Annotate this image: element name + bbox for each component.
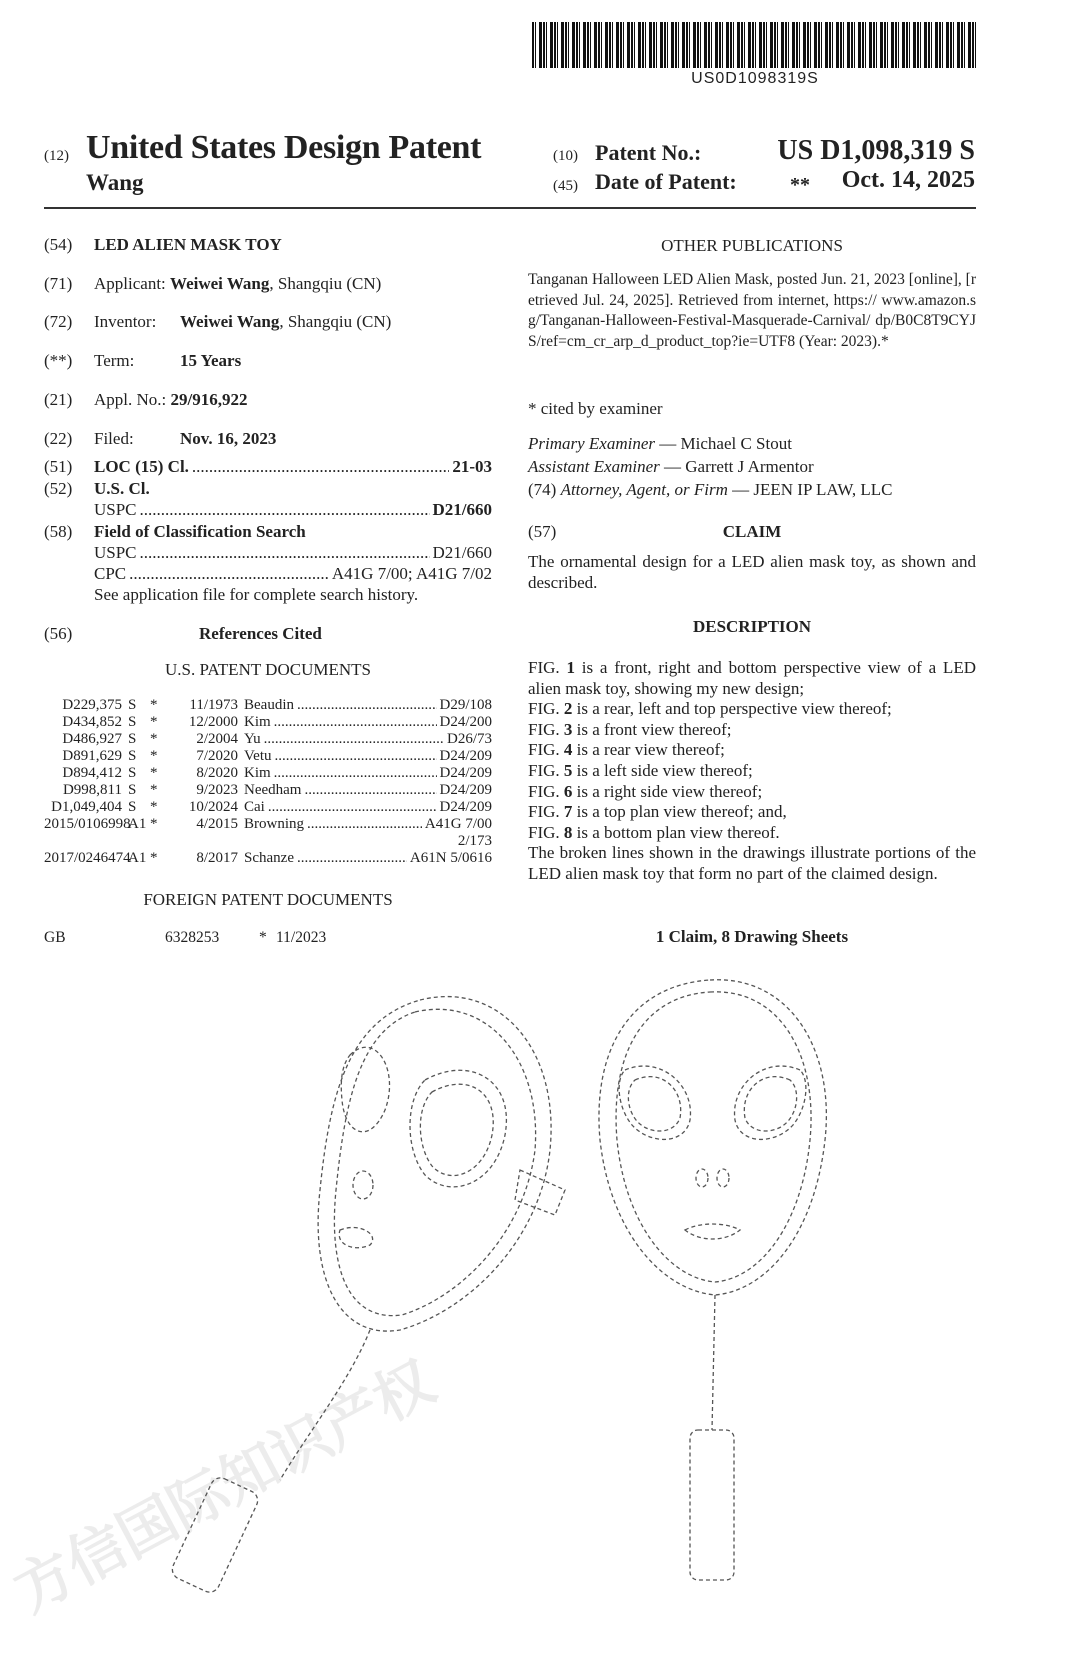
ref-date: 12/2000 bbox=[188, 714, 238, 730]
reference-row bbox=[44, 731, 492, 748]
claim-code: (57) bbox=[528, 522, 557, 541]
term-field: (**) Term: 15 Years bbox=[44, 351, 242, 370]
patent-no-label: Patent No.: bbox=[595, 140, 702, 165]
ref-star: * bbox=[150, 731, 158, 747]
ref-kind: A1 bbox=[128, 816, 147, 832]
ref-date: 11/1973 bbox=[189, 697, 238, 713]
ref-kind: A1 bbox=[128, 850, 147, 866]
other-publication-text: Tanganan Halloween LED Alien Mask, posted Jun. 21, 2023 [online], [retrieved Jul. 24, 2025]. Retrieved from internet, https:// www.amazon.sg/Tanganan-Halloween-Festival-Masquerade-Carnival/ dp/B0C8T9CYJS/ref=cm_cr_arp_d_product_top?ie=UTF8 (Year: 2023).* bbox=[528, 271, 976, 350]
reference-row bbox=[44, 697, 492, 714]
reference-row bbox=[44, 782, 492, 799]
barcode bbox=[532, 22, 978, 68]
alien-mask-drawing bbox=[170, 960, 890, 1660]
figure-description: FIG. 7 is a top plan view thereof; and, bbox=[528, 802, 787, 822]
code-45: (45) bbox=[553, 178, 578, 194]
mask-perspective-figure bbox=[170, 997, 565, 1596]
ref-class: D29/108 bbox=[439, 697, 492, 713]
ref-class-continued: 2/173 bbox=[457, 833, 492, 849]
ref-kind: S bbox=[128, 731, 137, 747]
reference-row bbox=[44, 748, 492, 765]
ref-kind: S bbox=[128, 714, 137, 730]
ref-class: A41G 7/00 bbox=[424, 816, 492, 832]
attorney: (74) Attorney, Agent, or Firm — JEEN IP LAW, LLC bbox=[528, 480, 893, 499]
claims-sheets-count: 1 Claim, 8 Drawing Sheets bbox=[655, 927, 849, 946]
description-heading: DESCRIPTION bbox=[692, 617, 812, 636]
ref-date: 9/2023 bbox=[196, 782, 238, 798]
foreign-ref-row: GB 6328253 * 11/2023 bbox=[44, 929, 327, 946]
ref-class: D26/73 bbox=[447, 731, 492, 747]
ref-class: D24/209 bbox=[439, 799, 492, 815]
ref-inventor: Schanze bbox=[244, 850, 294, 866]
ref-inventor: Kim bbox=[244, 714, 271, 730]
ref-inventor: Vetu bbox=[244, 748, 272, 764]
patent-date: Oct. 14, 2025 bbox=[841, 167, 975, 193]
barcode-number: US0D1098319S bbox=[691, 70, 819, 87]
ref-number: D1,049,404 bbox=[51, 799, 122, 815]
ref-class: D24/209 bbox=[439, 765, 492, 781]
watermark: 方信国际知识产权 bbox=[3, 1347, 446, 1626]
ref-date: 8/2020 bbox=[196, 765, 238, 781]
ref-class: A61N 5/0616 bbox=[409, 850, 492, 866]
ref-inventor: Browning bbox=[244, 816, 304, 832]
refs-heading: References Cited bbox=[199, 624, 322, 643]
ref-number: D434,852 bbox=[62, 714, 122, 730]
field-cpc: CPC ..... A41G 7/00; A41G 7/02 bbox=[94, 564, 492, 584]
ref-class: D24/209 bbox=[439, 782, 492, 798]
ref-number: D891,629 bbox=[62, 748, 122, 764]
date-stars: ** bbox=[790, 174, 810, 196]
ref-number: 2017/0246474 bbox=[44, 850, 131, 866]
figure-description: FIG. 8 is a bottom plan view thereof. bbox=[528, 822, 780, 842]
foreign-docs-heading: FOREIGN PATENT DOCUMENTS bbox=[143, 890, 393, 909]
ref-inventor: Yu bbox=[244, 731, 261, 747]
ref-kind: S bbox=[128, 782, 137, 798]
ref-star: * bbox=[150, 799, 158, 815]
ref-kind: S bbox=[128, 799, 137, 815]
loc-field: (51) LOC (15) Cl. ..... 21-03 bbox=[44, 457, 492, 477]
us-cl-uspc: USPC ..... D21/660 bbox=[94, 500, 492, 520]
document-title: United States Design Patent bbox=[86, 129, 482, 166]
figure-description: FIG. 4 is a rear view thereof; bbox=[528, 740, 725, 760]
inventor-surname: Wang bbox=[86, 170, 144, 195]
ref-number: D998,811 bbox=[62, 782, 122, 798]
ref-date: 2/2004 bbox=[196, 731, 238, 747]
patent-number: US D1,098,319 S bbox=[777, 135, 975, 166]
ref-inventor: Cai bbox=[244, 799, 265, 815]
ref-inventor: Needham bbox=[244, 782, 302, 798]
ref-date: 7/2020 bbox=[196, 748, 238, 764]
filed-field: (22) Filed: Nov. 16, 2023 bbox=[44, 429, 277, 448]
ref-kind: S bbox=[128, 765, 137, 781]
code-12: (12) bbox=[44, 148, 69, 164]
appl-no-field: (21) Appl. No.: 29/916,922 bbox=[44, 390, 248, 409]
ref-class: D24/200 bbox=[439, 714, 492, 730]
ref-kind: S bbox=[128, 748, 137, 764]
assistant-examiner: Assistant Examiner — Garrett J Armentor bbox=[528, 457, 814, 476]
ref-star: * bbox=[150, 816, 158, 832]
ref-star: * bbox=[150, 850, 158, 866]
title-field: (54) LED ALIEN MASK TOY bbox=[44, 235, 282, 254]
claim-heading: CLAIM bbox=[722, 522, 782, 541]
reference-row bbox=[44, 799, 492, 816]
broken-lines-note: The broken lines shown in the drawings illustrate portions of the LED alien mask toy that form no part of the claimed design. bbox=[528, 843, 976, 883]
cited-by-examiner: * cited by examiner bbox=[528, 399, 663, 418]
figure-description: FIG. 5 is a left side view thereof; bbox=[528, 760, 753, 780]
inventor-field: (72) Inventor: Weiwei Wang, Shangqiu (CN) bbox=[44, 312, 392, 331]
ref-date: 8/2017 bbox=[196, 850, 238, 866]
claim-text: The ornamental design for a LED alien mask toy, as shown and described. bbox=[528, 552, 976, 592]
mask-front-figure bbox=[599, 980, 826, 1580]
us-cl-field: (52) U.S. Cl. bbox=[44, 479, 150, 498]
ref-date: 10/2024 bbox=[188, 799, 238, 815]
ref-class: D24/209 bbox=[439, 748, 492, 764]
ref-star: * bbox=[150, 765, 158, 781]
ref-number: D894,412 bbox=[62, 765, 122, 781]
figure-description: FIG. 3 is a front view thereof; bbox=[528, 719, 732, 739]
primary-examiner: Primary Examiner — Michael C Stout bbox=[528, 434, 792, 453]
reference-row bbox=[44, 714, 492, 731]
other-publications-heading: OTHER PUBLICATIONS bbox=[661, 236, 843, 255]
field-uspc: USPC ..... D21/660 bbox=[94, 543, 492, 563]
figure-description: FIG. 1 is a front, right and bottom perspective view of a LED alien mask toy, showing my new design; bbox=[528, 658, 976, 698]
ref-date: 4/2015 bbox=[196, 816, 238, 832]
ref-star: * bbox=[150, 782, 158, 798]
code-10: (10) bbox=[553, 148, 578, 164]
header-divider bbox=[44, 207, 976, 209]
figure-description: FIG. 6 is a right side view thereof; bbox=[528, 781, 763, 801]
ref-inventor: Beaudin bbox=[244, 697, 294, 713]
search-history-note: See application file for complete search history. bbox=[94, 585, 419, 604]
figure-description: FIG. 2 is a rear, left and top perspective view thereof; bbox=[528, 699, 892, 719]
ref-number: D229,375 bbox=[62, 697, 122, 713]
ref-kind: S bbox=[128, 697, 137, 713]
ref-inventor: Kim bbox=[244, 765, 271, 781]
reference-row bbox=[44, 850, 492, 867]
ref-star: * bbox=[150, 714, 158, 730]
ref-star: * bbox=[150, 748, 158, 764]
date-label: Date of Patent: bbox=[595, 169, 737, 194]
reference-row bbox=[44, 765, 492, 782]
ref-star: * bbox=[150, 697, 158, 713]
reference-row bbox=[44, 816, 492, 833]
us-references-list bbox=[44, 697, 492, 867]
applicant-field: (71) Applicant: Weiwei Wang, Shangqiu (CN) bbox=[44, 274, 382, 293]
field-of-search: (58) Field of Classification Search bbox=[44, 522, 306, 541]
ref-number: D486,927 bbox=[62, 731, 122, 747]
description-list bbox=[528, 658, 976, 885]
refs-code: (56) bbox=[44, 624, 73, 643]
us-patent-docs-heading: U.S. PATENT DOCUMENTS bbox=[165, 660, 371, 679]
ref-number: 2015/0106998 bbox=[44, 816, 131, 832]
